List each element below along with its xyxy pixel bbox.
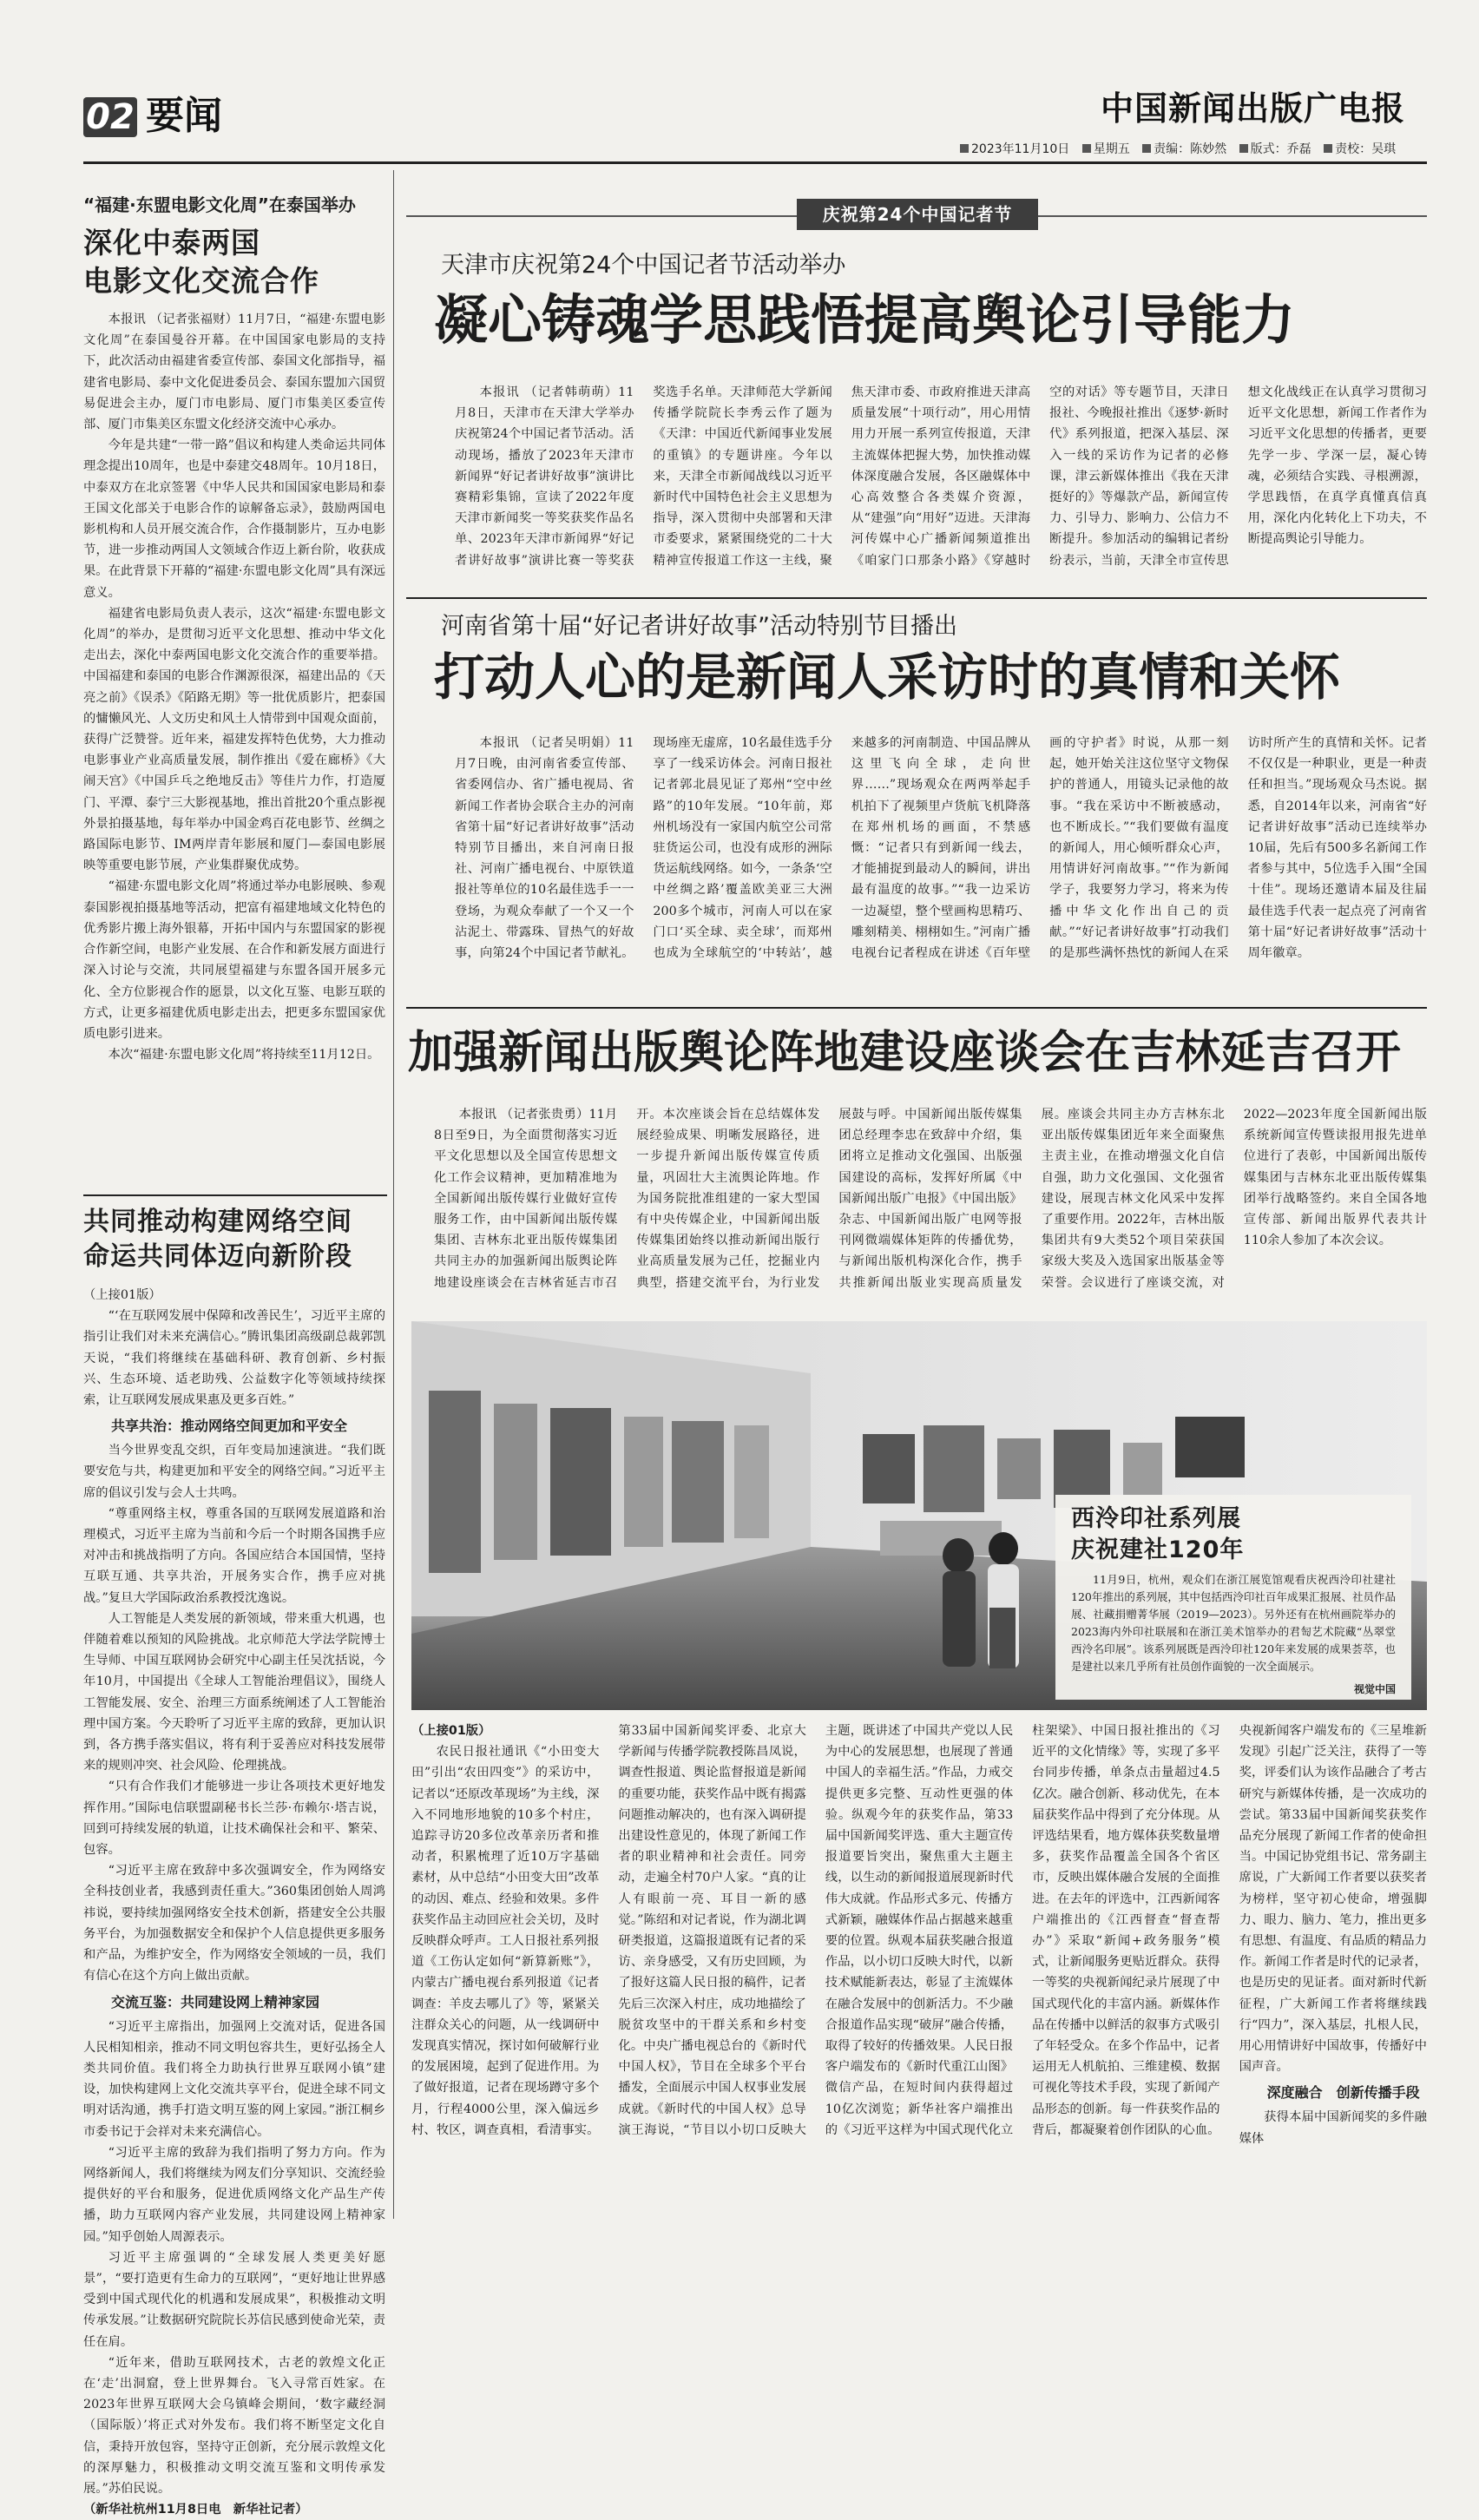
- issue-date: 2023年11月10日: [971, 142, 1070, 156]
- story3-body: [434, 1104, 1427, 1309]
- photo-title-line2: 庆祝建社120年: [1071, 1536, 1245, 1563]
- story2-title: 打动人心的是新闻人采访时的真情和关怀: [434, 648, 1341, 707]
- photo-caption-box: [1055, 1495, 1411, 1700]
- proofreader: 责校：吴琪: [1335, 142, 1397, 156]
- story-rule: [406, 1007, 1427, 1009]
- left1-kicker: “福建·东盟电影文化周”在泰国举办: [83, 194, 356, 215]
- continuation-body: [411, 1721, 1427, 2217]
- column-divider: [393, 170, 394, 2219]
- masthead-info: [960, 141, 1429, 158]
- left1-para: 本次“福建·东盟电影文化周”将持续至11月12日。: [108, 1048, 380, 1063]
- cont-subhead: 深度融合 创新传播手段: [1266, 2084, 1420, 2102]
- banner-line-left: [406, 215, 797, 217]
- left2-para: “近年来，借助互联网技术，古老的敦煌文化正在‘走’出洞窟，登上世界舞台。飞入寻常百姓家。在2023年世界互联网大会乌镇峰会期间，‘数字藏经洞（国际版）’将正式对外发布。我们将不断坚定文化自信，秉持开放包容，坚持守正创新，充分展示敦煌文化的深厚魅力，积极推动文明交流互鉴和文明传承发展。”苏伯民说。: [83, 2355, 385, 2496]
- festival-banner: [797, 199, 1038, 230]
- left2-para: “习近平主席指出，加强网上交流对话，促进各国人民相知相亲，推动不同文明包容共生，更好弘扬全人类共同价值。我们将全力助执行世界互联网小镇”建设，加快构建网上文化交流共享平台，促进全球不同文明对话沟通，携手打造文明互鉴的网上家园。”浙江桐乡市委书记于会祥对未来充满信心。: [83, 2019, 385, 2139]
- story1-title: 凝心铸魂学思践悟提高舆论引导能力: [434, 288, 1296, 352]
- story2-body: [455, 733, 1427, 1000]
- story1-text: 本报讯 （记者韩萌萌）11月8日，天津市在天津大学举办庆祝第24个中国记者节活动。活动现场，播放了2023年天津市新闻界“好记者讲好故事”演讲比赛精彩集锦，宣读了2022年度天津市新闻奖一等奖获奖作品名单、2023年天津市新闻界“好记者讲好故事”演讲比赛一等奖获奖选手名单。天津师范大学新闻传播学院院长李秀云作了题为《天津：中国近代新闻事业发展的重镇》的专题讲座。今年以来，天津全市新闻战线以习近平新时代中国特色社会主义思想为指导，深入贯彻中央部署和天津市委要求，紧紧围绕党的二十大精神宣传报道工作这一主线，聚焦天津市委、市政府推进天津高质量发展“十项行动”，用心用情用力开展一系列宣传报道，天津主流媒体把握大势，加快推动媒体深度融合发展，各区融媒体中心高效整合各类媒介资源，从“建强”向“用好”迈进。天津海河传媒中心广播新闻频道推出《咱家门口那条小路》《穿越时空的对话》等专题节目，天津日报社、今晚报社推出《逐梦·新时代》系列报道，把深入基层、深入一线的采访作为记者的必修课，津云新媒体推出《我在天津挺好的》等爆款产品，新闻宣传力、引导力、影响力、公信力不断提升。参加活动的编辑记者纷纷表示，当前，天津全市宣传思想文化战线正在认真学习贯彻习近平文化思想，新闻工作者作为习近平文化思想的传播者，更要先学一步、学深一层，凝心铸魂，必须结合实践、寻根溯源，学思践悟，在真学真懂真信真用，深化内化转化上下功夫，不断提高舆论引导能力。: [455, 385, 1427, 568]
- festival-banner-text: 庆祝第24个中国记者节: [822, 204, 1013, 225]
- editor: 责编：陈妙然: [1154, 142, 1227, 156]
- left1-para: 本报讯 （记者张福财）11月7日，“福建·东盟电影文化周”在泰国曼谷开幕。在中国国家电影局的支持下，此次活动由福建省委宣传部、泰国文化部指导，福建省电影局、泰中文化促进委员会、泰国东盟加六国贸易促进会主办，厦门市电影局、厦门市集美区委宣传部、厦门市集美区东盟文化经济交流中心承办。: [83, 313, 385, 432]
- left2-subhead-1: 共享共治：推动网络空间更加和平安全: [111, 1418, 348, 1435]
- left1-title-line1: 深化中泰两国: [83, 226, 260, 260]
- left2-para: “习近平主席的致辞为我们指明了努力方向。作为网络新闻人，我们将继续为网友们分享知识、交流经验提供好的平台和服务，促进优质网络文化产品生产传播，助力互联网内容产业发展，共同建设网上精神家园。”知乎创始人周源表示。: [83, 2145, 385, 2244]
- left2-para: 习近平主席强调的“全球发展人类更美好愿景”，“要打造更有生命力的互联网”，“更好地让世界感受到中国式现代化的机遇和发展成果”，积极推动文明传承发展。”让数据研究院院长苏信民感到使命光荣，责任在肩。: [83, 2250, 385, 2349]
- cont-from: （上接01版）: [411, 1724, 491, 1738]
- left2-para: “习近平主席在致辞中多次强调安全，作为网络安全科技创业者，我感到责任重大。”360集团创始人周鸿祎说，要持续加强网络安全技术创新，搭建安全公共服务平台，为加强数据安全和保护个人信息提供更多服务和产品，为维护安全，作为网络安全领域的一员，我们有信心在这个方向上做出贡献。: [83, 1864, 385, 1984]
- story3-title: 加强新闻出版舆论阵地建设座谈会在吉林延吉召开: [408, 1027, 1402, 1079]
- left2-para: 当今世界变乱交织，百年变局加速演进。“我们既要安危与共，构建更加和平安全的网络空间。”习近平主席的倡议引发与会人士共鸣。: [83, 1444, 385, 1500]
- story-rule: [406, 597, 1427, 599]
- left1-para: 今年是共建“一带一路”倡议和构建人类命运共同体理念提出10周年，也是中泰建交48周年。10月18日，中泰双方在北京签署《中华人民共和国国家电影局和泰王国文化部关于电影合作的谅解备忘录》，鼓励两国电影机构和人员开展交流合作，合作摄制影片，互办电影节，进一步推动两国人文领域合作迈上新台阶，收获成果。在此背景下开幕的“福建·东盟电影文化周”具有深远意义。: [83, 438, 385, 600]
- left2-para: “只有合作我们才能够进一步让各项技术更好地发挥作用。”国际电信联盟副秘书长兰莎·布赖尔·塔吉说，回到可持续发展的轨道，让技术确保社会和平、繁荣、包容。: [83, 1780, 385, 1858]
- left2-title-line2: 命运共同体迈向新阶段: [83, 1241, 352, 1272]
- left2-para: 人工智能是人类发展的新领域，带来重大机遇，也伴随着难以预知的风险挑战。北京师范大学法学院博士生导师、中国互联网协会研究中心副主任吴沈括说，今年10月，中国提出《全球人工智能治理倡议》，围绕人工智能发展、安全、治理三方面系统阐述了人工智能治理中国方案。今天聆听了习近平主席的致辞，更加认识到，各方携手落实倡议，将有利于妥善应对科技发展带来的规则冲突、社会风险、伦理挑战。: [83, 1611, 385, 1773]
- weekday: 星期五: [1093, 142, 1130, 156]
- left1-para: 福建省电影局负责人表示，这次“福建·东盟电影文化周”的举办，是贯彻习近平文化思想、推动中华文化走出去，深化中泰两国电影文化交流合作的重要举措。中国福建和泰国的电影合作渊源很深，福建出品的《天亮之前》《误杀》《陌路无期》等一批优质影片，把泰国的慵懒风光、人文历史和风土人情带到中国观众面前，获得广泛赞誉。近年来，福建发挥特色优势，大力推动电影事业产业高质量发展，制作推出《爱在廊桥》《大闹天宫》《中国乒乓之绝地反击》等佳片力作，打造厦门、平潭、泰宁三大影视基地，推出首批20个重点影视外景拍摄基地，每年举办中国金鸡百花电影节、丝绸之路国际电影节、IM两岸青年影展和厦门—泰国电影展映等重要电影节展，产业集群聚优成势。: [83, 606, 385, 873]
- photo-title-line1: 西泠印社系列展: [1071, 1505, 1241, 1532]
- page-number-text: 02: [86, 97, 135, 137]
- section-name: 要闻: [146, 94, 222, 138]
- left2-body: [83, 1285, 385, 2517]
- left1-para: “福建·东盟电影文化周”将通过举办电影展映、参观泰国影视拍摄基地等活动，把富有福建地域文化特色的优秀影片搬上海外银幕，开拓中国内与东盟国家的影视合作新空间，电影产业发展、在合作和新发展方面进行深入讨论与交流，共同展望福建与东盟各国开展多元化、全方位影视合作的愿景，以文化互鉴、电影互联的方式，让更多福建优质电影走出去，把更多东盟国家优质电影引进来。: [83, 879, 385, 1041]
- left2-para: “尊重网络主权，尊重各国的互联网发展道路和治理模式，习近平主席为当前和今后一个时期各国携手应对冲击和挑战指明了方向。各国应结合本国国情，坚持互联互通、共享共治，开展务实合作，携手应对挑战。”复旦大学国际政治系教授沈逸说。: [83, 1506, 385, 1605]
- photo-caption-text: 11月9日，杭州，观众们在浙江展览馆观看庆祝西泠印社建社120年推出的系列展，其中包括西泠印社百年成果汇报展、社员作品展、社藏捐赠菁华展（2019—2023）。另外还有在杭州画院举办的2023海内外印社联展和在浙江美术馆举办的君匋艺术院藏“丛翠堂西泠名印展”。该系列展既是西泠印社120年来发展的成果荟萃，也是建社以来几乎所有社员创作面貌的一次全面展示。: [1071, 1573, 1396, 1673]
- left1-title-line2: 电影文化交流合作: [83, 264, 319, 298]
- info-bullet: [960, 144, 969, 153]
- left2-subhead-2: 交流互鉴：共同建设网上精神家园: [111, 1993, 320, 2010]
- info-bullet: [1142, 144, 1151, 153]
- banner-line-right: [1038, 215, 1427, 217]
- story2-deck: 河南省第十届“好记者讲好故事”活动特别节目播出: [441, 613, 957, 640]
- paper-name: 中国新闻出版广电报: [1101, 89, 1406, 128]
- info-bullet: [1239, 144, 1248, 153]
- info-bullet: [1082, 144, 1091, 153]
- info-bullet: [1324, 144, 1332, 153]
- left-story-rule: [83, 1194, 387, 1196]
- layout-editor: 版式：乔磊: [1250, 142, 1311, 156]
- source-line: （新华社杭州11月8日电 新华社记者）: [83, 2503, 308, 2517]
- continued-from: （上接01版）: [83, 1288, 161, 1302]
- page-number: [83, 97, 137, 137]
- story2-text: 本报讯 （记者吴明娟）11月7日晚，由河南省委宣传部、省委网信办、省广播电视局、省新闻工作者协会联合主办的河南省第十届“好记者讲好故事”活动特别节目播出，来自河南日报社、河南广播电视台、中原铁道报社等单位的10名最佳选手一一登场，为观众奉献了一个又一个沾泥土、带露珠、冒热气的好故事，向第24个中国记者节献礼。现场座无虚席，10名最佳选手分享了一线采访体会。河南日报社记者郭北晨见证了郑州“空中丝路”的10年发展。“10年前，郑州机场没有一家国内航空公司常驻货运公司，也没有成形的洲际货运航线网络。如今，一条条‘空中丝绸之路’覆盖欧美亚三大洲200多个城市，河南人可以在家门口‘买全球、卖全球’，而郑州也成为全球航空的‘中转站’，越来越多的河南制造、中国品牌从这里飞向全球，走向世界……”现场观众在两两举起手机拍下了视频里卢货航飞机降落在郑州机场的画面，不禁感慨：“记者只有到新闻一线去，才能捕捉到最动人的瞬间，讲出最有温度的故事。”“我一边采访一边凝望，整个壁画构思精巧、雕刻精美、栩栩如生。”河南广播电视台记者程成在讲述《百年壁画的守护者》时说，从那一刻起，她开始关注这位坚守文物保护的普通人，用镜头记录他的故事。“我在采访中不断被感动，也不断成长。”“我们要做有温度的新闻人，用心倾听群众心声，用情讲好河南故事。”“作为新闻学子，我要努力学习，将来为传播中华文化作出自己的贡献。”“好记者讲好故事”打动我们的是那些满怀热忱的新闻人在采访时所产生的真情和关怀。记者不仅仅是一种职业，更是一种责任和担当。”现场观众马杰说。据悉，自2014年以来，河南省“好记者讲好故事”活动已连续举办10届，先后有500多名新闻工作者参与其中，5位选手入围“全国十佳”。现场还邀请本届及往届最佳选手代表一起点亮了河南省第十届“好记者讲好故事”活动十周年徽章。: [455, 736, 1427, 961]
- story1-deck: 天津市庆祝第24个中国记者节活动举办: [441, 252, 846, 279]
- story3-text: 本报讯 （记者张贵勇）11月8日至9日，为全面贯彻落实习近平文化思想以及全国宣传思想文化工作会议精神，更加精准地为全国新闻出版传媒行业做好宣传服务工作，由中国新闻出版传媒集团、吉林东北亚出版传媒集团共同主办的加强新闻出版舆论阵地建设座谈会在吉林省延吉市召开。本次座谈会旨在总结媒体发展经验成果、明晰发展路径，进一步提升新闻出版传媒宣传质量，巩固壮大主流舆论阵地。作为国务院批准组建的一家大型国有中央传媒企业，中国新闻出版传媒集团始终以推动新闻出版行业高质量发展为己任，挖掘业内典型，搭建交流平台，为行业发展鼓与呼。中国新闻出版传媒集团总经理李忠在致辞中介绍，集团将立足推动文化强国、出版强国建设的高标，发挥好所属《中国新闻出版广电报》《中国出版》杂志、中国新闻出版广电网等报刊网微端媒体矩阵的传播优势，与新闻出版机构深化合作，携手共推新闻出版业实现高质量发展。座谈会共同主办方吉林东北亚出版传媒集团近年来全面聚焦主责主业，在推动增强文化自信自强，助力文化强国、文化强省建设，展现吉林文化风采中发挥了重要作用。2022年，吉林出版集团共有9大类52个项目荣获国家级大奖及入选国家出版基金等荣誉。会议进行了座谈交流，对2022—2023年度全国新闻出版系统新闻宣传暨读报用报先进单位进行了表彰，中国新闻出版传媒集团与吉林东北亚出版传媒集团举行战略签约。来自全国各地宣传部、新闻出版界代表共计110余人参加了本次会议。: [434, 1108, 1427, 1290]
- left2-title-line1: 共同推动构建网络空间: [83, 1207, 352, 1237]
- cont-text: 农民日报社通讯《“小田变大田”引出“农田四变”》的采访中，记者以“还原改革现场”为主线，深入不同地形地貌的10多个村庄，追踪寻访20多位改革亲历者和推动者，积累梳理了近10万字基础素材，从中总结“小田变大田”改革的动因、难点、经验和效果。多件获奖作品主动回应社会关切，及时反映群众呼声。工人日报社系列报道《工伤认定如何“新算新账”》，内蒙古广播电视台系列报道《记者调查：羊皮去哪儿了》等，紧紧关注群众关心的问题，从一线调研中发现真实情况，探讨如何破解行业的发展困境，起到了促进作用。为了做好报道，记者在现场蹲守多个月，行程4000公里，深入偏远乡村、牧区，调查真相，看清事实。第33届中国新闻奖评委、北京大学新闻与传播学院教授陈昌凤说，调查性报道、舆论监督报道是新闻的重要功能，获奖作品中既有揭露问题推动解决的，也有深入调研提出建设性意见的，体现了新闻工作者的职业精神和社会责任。同旁动，走遍全村70户人家。“真的让人有眼前一亮、耳目一新的感觉。”陈绍和对记者说，作为湖北调研类报道，这篇报道既有记者的采访、亲身感受，又有历史回顾，为了报好这篇人民日报的稿件，记者先后三次深入村庄，成功地描绘了脱贫攻坚中的干群关系和乡村变化。中央广播电视总台的《新时代中国人权》，节目在全球多个平台播发，全面展示中国人权事业发展成就。《新时代的中国人权》总导演王海说，“节目以小切口反映大主题，既讲述了中国共产党以人民为中心的发展思想，也展现了普通中国人的幸福生活。”作品，力戒交提供更多完整、互动性更强的体验。纵观今年的获奖作品，第33届中国新闻奖评选、重大主题宣传报道要旨突出，聚焦重大主题主线，以生动的新闻报道展现新时代伟大成就。作品形式多元、传播方式新颖，融媒体作品占据越来越重要的位置。纵观本届获奖融合报道作品，以小切口反映大时代，以新技术赋能新表达，彰显了主流媒体在融合发展中的创新活力。不少融合报道作品实现“破屏”融合传播，取得了较好的传播效果。人民日报客户端发布的《新时代重江山图》微信产品，在短时间内获得超过10亿次浏览；新华社客户端推出的《习近平这样为中国式现代化立柱架梁》、中国日报社推出的《习近平的文化情缘》等，实现了多平台同步传播，单条点击量超过4.5亿次。融合创新、移动优先，在本届获奖作品中得到了充分体现。从评选结果看，地方媒体获奖数量增多，获奖作品覆盖全国各个省区市，反映出媒体融合发展的全面推进。在去年的评选中，江西新闻客户端推出的《江西督查“督查帮办”》采取“新闻+政务服务”模式，让新闻服务更贴近群众。获得一等奖的央视新闻纪录片展现了中国式现代化的丰富内涵。新媒体作品在传播中以鲜活的叙事方式吸引了年轻受众。在多个作品中，记者运用无人机航拍、三维建模、数据可视化等技术手段，实现了新闻产品形态的创新。每一件获奖作品的背后，都凝聚着创作团队的心血。央视新闻客户端发布的《三星堆新发现》引起广泛关注，获得了一等奖，评委们认为该作品融合了考古研究与新媒体传播，是一次成功的尝试。第33届中国新闻奖获奖作品充分展现了新闻工作者的使命担当。中国记协党组书记、常务副主席说，广大新闻工作者要以获奖者为榜样，坚守初心使命，增强脚力、眼力、脑力、笔力，推出更多有思想、有温度、有品质的精品力作。新闻工作者是时代的记录者，也是历史的见证者。面对新时代新征程，广大新闻工作者将继续践行“四力”，深入基层，扎根人民，用心用情讲好中国故事，传播好中国声音。: [411, 1724, 1427, 2137]
- exhibition-photo: [411, 1321, 1427, 1710]
- photo-credit: 视觉中国: [1353, 1683, 1396, 1695]
- cont-text2: 获得本届中国新闻奖的多件融媒体: [1239, 2110, 1427, 2146]
- left1-body: [83, 309, 385, 1186]
- story1-body: [455, 382, 1427, 590]
- left2-intro: “‘在互联网发展中保障和改善民生’，习近平主席的指引让我们对未来充满信心。”腾讯集团高级副总裁郭凯天说，“我们将继续在基础科研、教育创新、乡村振兴、生态环境、适老助残、公益数字化等领域持续探索，让互联网发展成果惠及更多百姓。”: [83, 1309, 385, 1408]
- masthead-rule: [83, 161, 1427, 164]
